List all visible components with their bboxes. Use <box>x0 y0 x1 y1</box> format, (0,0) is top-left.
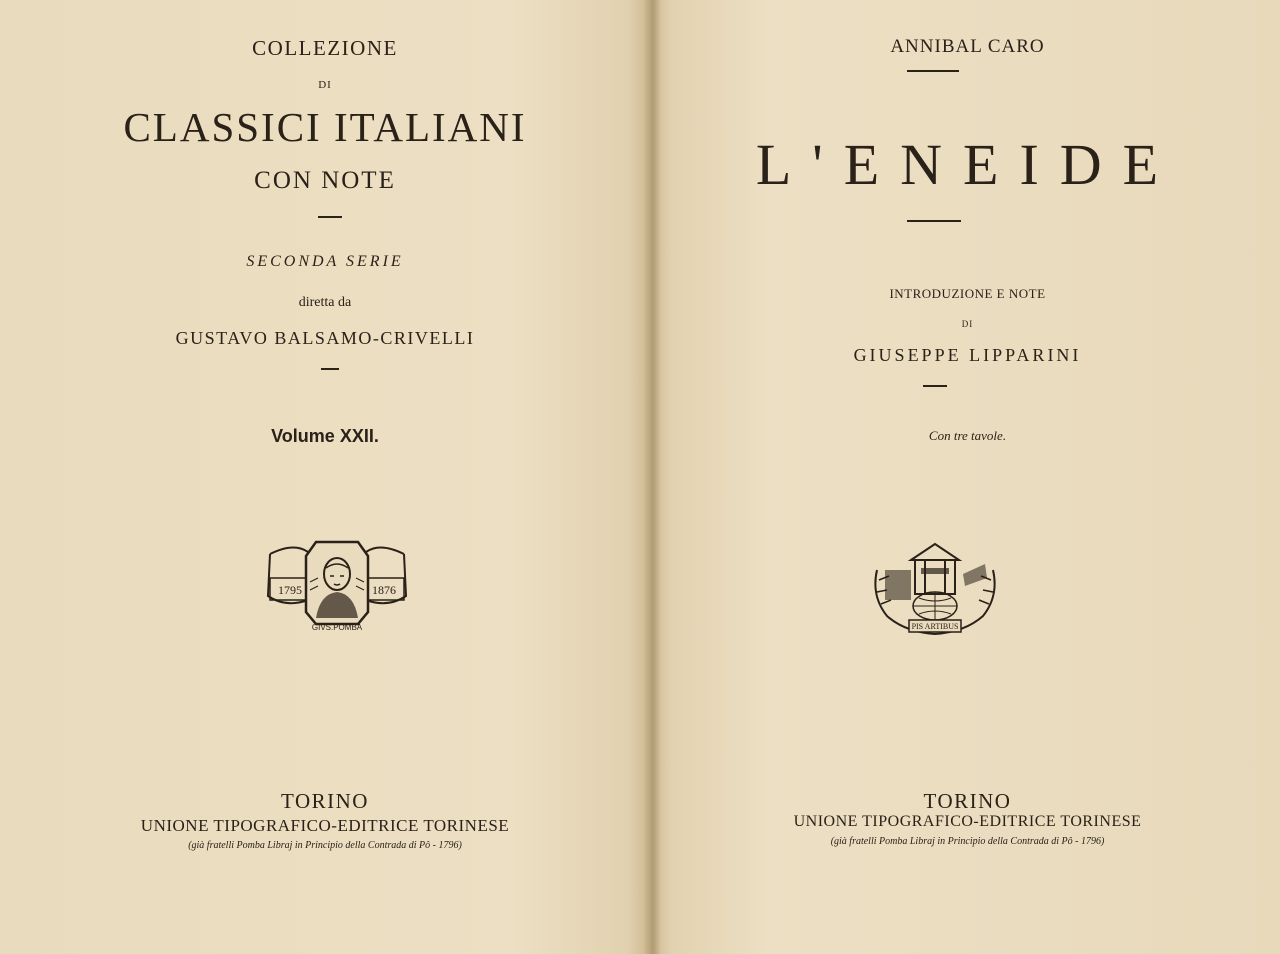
collection-subtitle: CON NOTE <box>254 167 396 194</box>
divider-rule <box>907 220 961 222</box>
annotator-connector: DI <box>961 319 974 329</box>
divider-rule <box>923 385 947 387</box>
emblem-year-right: 1876 <box>372 583 396 597</box>
series-label: SECONDA SERIE <box>246 253 404 270</box>
imprint-city: TORINO <box>923 789 1012 813</box>
author-name: ANNIBAL CARO <box>890 36 1045 57</box>
imprint-note: (già fratelli Pomba Libraj in Principio della Contrada di Pô - 1796) <box>188 840 462 851</box>
emblem-caption: GIVS.POMBA <box>311 623 363 632</box>
right-page <box>655 0 1280 954</box>
imprint-note: (già fratelli Pomba Libraj in Principio della Contrada di Pô - 1796) <box>830 836 1105 847</box>
emblem-year-left: 1795 <box>278 583 302 597</box>
imprint-publisher: UNIONE TIPOGRAFICO-EDITRICE TORINESE <box>140 816 510 835</box>
collection-heading: COLLEZIONE <box>252 36 398 60</box>
collection-connector: DI <box>318 79 332 91</box>
divider-rule <box>318 216 342 218</box>
portrait-medallion-icon <box>264 538 410 634</box>
emblem-motto: PIS ARTIBUS <box>911 622 959 631</box>
editor-name: GUSTAVO BALSAMO-CRIVELLI <box>175 328 475 348</box>
ornament-rule <box>321 368 339 370</box>
introduction-label: INTRODUZIONE E NOTE <box>889 286 1046 301</box>
volume-number: Volume XXII. <box>271 426 379 446</box>
collection-title: CLASSICI ITALIANI <box>123 104 527 150</box>
annotator-name: GIUSEPPE LIPPARINI <box>853 345 1082 365</box>
printing-press-emblem-icon <box>865 540 1005 640</box>
plates-note: Con tre tavole. <box>928 428 1007 443</box>
divider-rule <box>907 70 959 72</box>
imprint-publisher: UNIONE TIPOGRAFICO-EDITRICE TORINESE <box>793 813 1142 830</box>
directed-by-label: diretta da <box>298 295 352 310</box>
book-title: L'ENEIDE <box>755 132 1180 197</box>
imprint-city: TORINO <box>281 789 369 813</box>
